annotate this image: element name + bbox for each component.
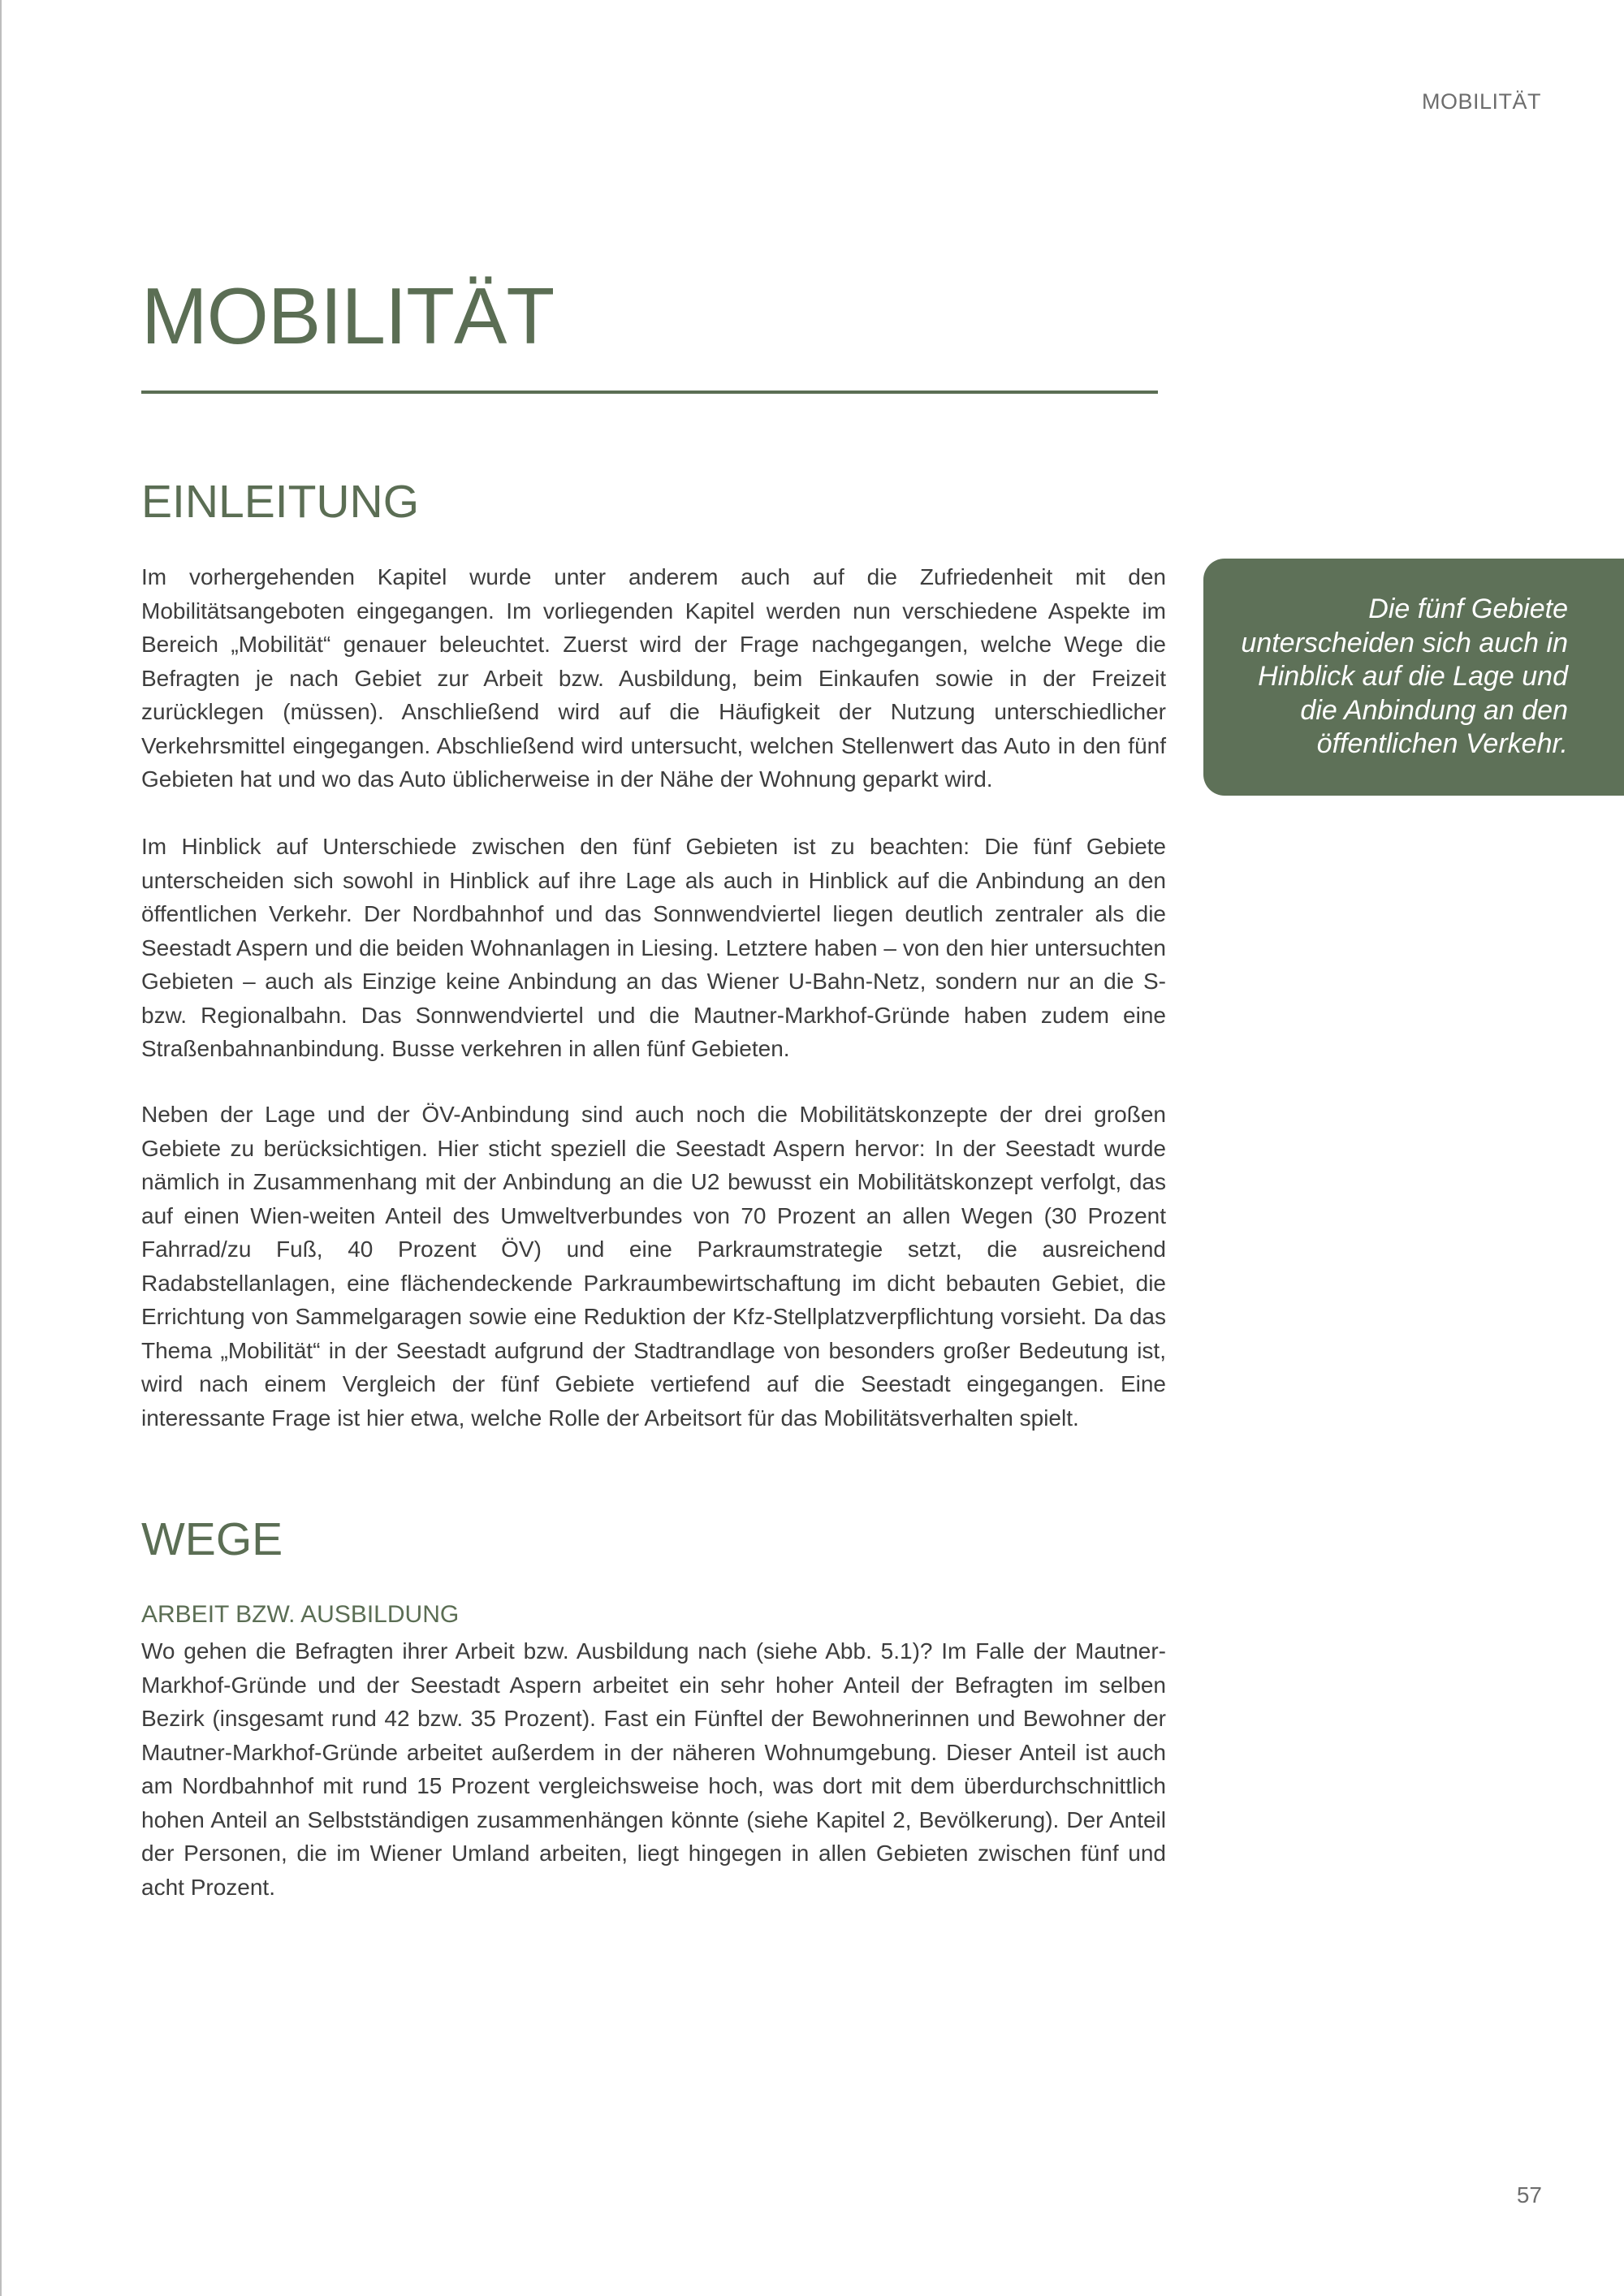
- title-divider: [141, 391, 1158, 394]
- page-number: 57: [1516, 2182, 1542, 2208]
- callout-text: Die fünf Gebiete unterscheiden sich auch in Hinblick auf die Lage und die Anbindung an den öffentlichen Verkehr.: [1241, 593, 1568, 760]
- body-paragraph: Im vorhergehenden Kapitel wurde unter anderem auch auf die Zufriedenheit mit den Mobilitätsangeboten eingegangen. Im vorliegenden Kapitel werden nun verschiedene Aspekte im Bereich „Mobilität“ genauer beleuchtet. Zuerst wird der Frage nachgegangen, welche Wege die Befragten je nach Gebiet zur Arbeit bzw. Ausbildung, beim Einkaufen sowie in der Freizeit zurücklegen (müssen). Anschließend wird auf die Häufigkeit der Nutzung unterschiedlicher Verkehrsmittel eingegangen. Abschließend wird untersucht, welchen Stellenwert das Auto in den fünf Gebieten hat und wo das Auto üblicherweise in der Nähe der Wohnung geparkt wird.: [141, 564, 1166, 792]
- section-heading-wege: WEGE: [141, 1513, 283, 1565]
- body-paragraph: Im Hinblick auf Unterschiede zwischen den fünf Gebieten ist zu beachten: Die fünf Gebiete unterscheiden sich sowohl in Hinblick auf ihre Lage als auch in Hinblick auf die Anbindung an den öffentlichen Verkehr. Der Nordbahnhof und das Sonnwendviertel liegen deutlich zentraler als die Seestadt Aspern und die beiden Wohnanlagen in Liesing. Letztere haben – von den hier untersuchten Gebieten – auch als Einzige keine Anbindung an das Wiener U-Bahn-Netz, sondern nur an die S- bzw. Regionalbahn. Das Sonnwendviertel und die Mautner-Markhof-Gründe haben zudem eine Straßenbahnanbindung. Busse verkehren in allen fünf Gebieten.: [141, 834, 1166, 1061]
- section-heading-einleitung: EINLEITUNG: [141, 476, 420, 528]
- body-paragraph: Wo gehen die Befragten ihrer Arbeit bzw. Ausbildung nach (siehe Abb. 5.1)? Im Falle der Mautner-Markhof-Gründe und der Seestadt Aspern arbeitet ein sehr hoher Anteil der Befragten im selben Bezirk (insgesamt rund 42 bzw. 35 Prozent). Fast ein Fünftel der Bewohnerinnen und Bewohner der Mautner-Markhof-Gründe arbeitet außerdem in der näheren Wohnumgebung. Dieser Anteil ist auch am Nordbahnhof mit rund 15 Prozent vergleichsweise hoch, was dort mit dem überdurchschnittlich hohen Anteil an Selbstständigen zusammenhängen könnte (siehe Kapitel 2, Bevölkerung). Der Anteil der Personen, die im Wiener Umland arbeiten, liegt hingegen in allen Gebieten zwischen fünf und acht Prozent.: [141, 1638, 1166, 1900]
- body-paragraph: Neben der Lage und der ÖV-Anbindung sind auch noch die Mobilitätskonzepte der drei großen Gebiete zu berücksichtigen. Hier sticht speziell die Seestadt Aspern hervor: In der Seestadt wurde nämlich in Zusammenhang mit der Anbindung an die U2 bewusst ein Mobilitätskonzept verfolgt, das auf einen Wien-weiten Anteil des Umweltverbundes von 70 Prozent an allen Wegen (30 Prozent Fahrrad/zu Fuß, 40 Prozent ÖV) und eine Parkraumstrategie setzt, die ausreichend Radabstellanlagen, eine flächendeckende Parkraumbewirtschaftung im dicht bebauten Gebiet, die Errichtung von Sammelgaragen sowie eine Reduktion der Kfz-Stellplatzverpflichtung vorsieht. Da das Thema „Mobilität“ in der Seestadt aufgrund der Stadtrandlage von besonders großer Bedeutung ist, wird nach einem Vergleich der fünf Gebiete vertiefend auf die Seestadt eingegangen. Eine interessante Frage ist hier etwa, welche Rolle der Arbeitsort für das Mobilitätsverhalten spielt.: [141, 1102, 1166, 1431]
- chapter-title: MOBILITÄT: [141, 271, 555, 360]
- running-header: MOBILITÄT: [1421, 89, 1541, 114]
- subsection-heading-arbeit: ARBEIT BZW. AUSBILDUNG: [141, 1601, 460, 1628]
- page-edge-rule: [0, 0, 2, 2296]
- sidebar-callout: [1203, 559, 1624, 796]
